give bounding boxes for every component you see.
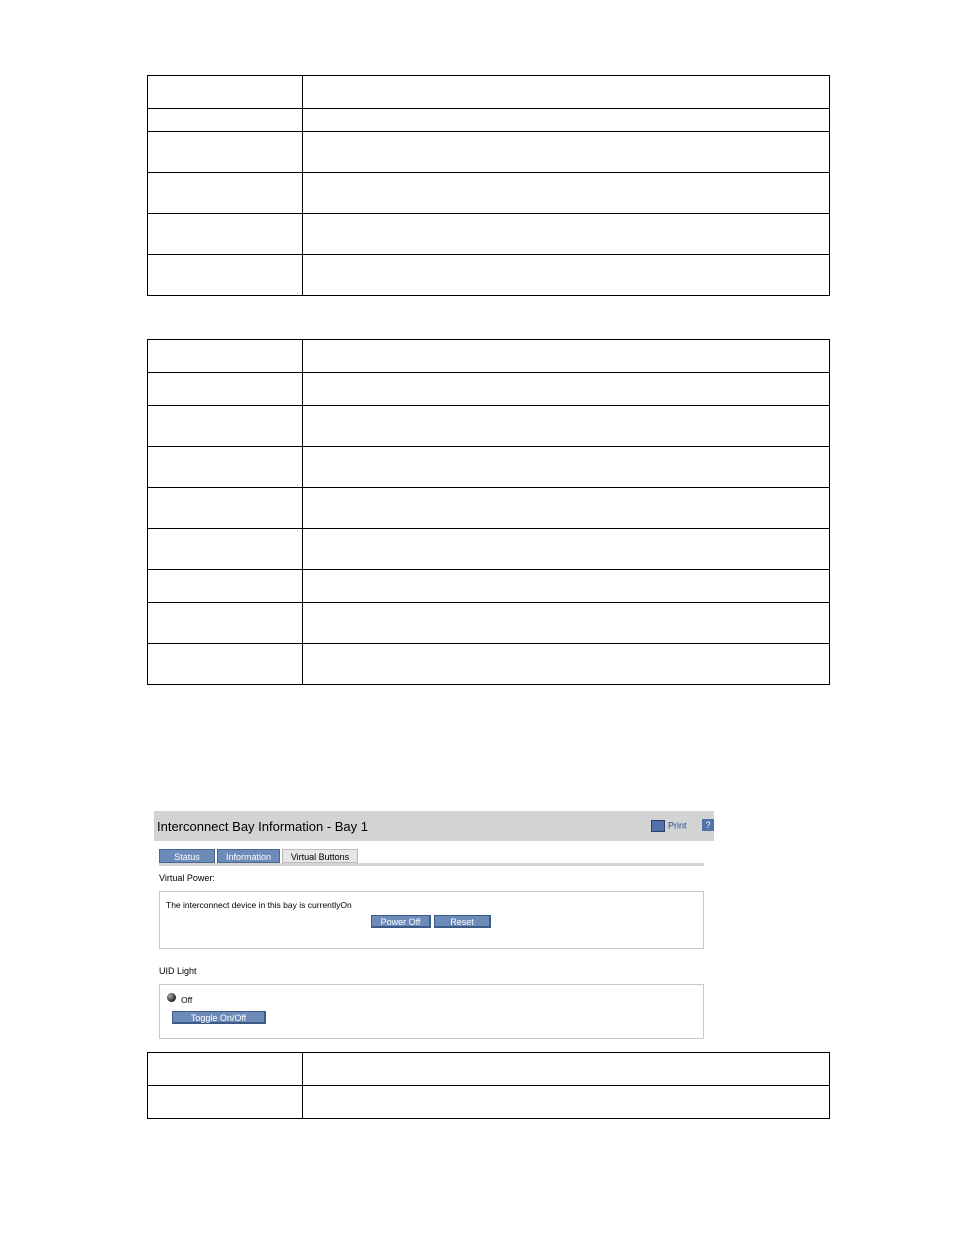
print-link[interactable] (651, 820, 687, 832)
reset-button[interactable]: Reset (434, 915, 491, 928)
table-2 (147, 339, 830, 685)
table-row (148, 488, 830, 529)
print-label: Print (668, 820, 687, 831)
tab-information[interactable]: Information (217, 849, 280, 863)
table-row (148, 109, 830, 132)
table-row (148, 214, 830, 255)
tab-virtual-buttons[interactable]: Virtual Buttons (282, 849, 358, 863)
virtual-power-box (159, 891, 704, 949)
interconnect-bay-panel (154, 811, 714, 1041)
panel-titlebar (154, 811, 714, 841)
printer-icon (651, 820, 665, 832)
table-row (148, 255, 830, 296)
power-off-button[interactable]: Power Off (371, 915, 431, 928)
table-row (148, 447, 830, 488)
table-row (148, 340, 830, 373)
tab-bar (159, 849, 360, 863)
table-1 (147, 75, 830, 296)
panel-title: Interconnect Bay Information - Bay 1 (157, 819, 368, 834)
uid-light-box (159, 984, 704, 1039)
table-row (148, 570, 830, 603)
table-row (148, 173, 830, 214)
table-row (148, 373, 830, 406)
tab-status[interactable]: Status (159, 849, 215, 863)
table-row (148, 603, 830, 644)
table-row (148, 76, 830, 109)
help-icon[interactable]: ? (702, 819, 714, 831)
table-row (148, 406, 830, 447)
uid-light-heading: UID Light (159, 966, 197, 976)
table-3 (147, 1052, 830, 1119)
table-row (148, 132, 830, 173)
power-status-message: The interconnect device in this bay is currentlyOn (166, 900, 352, 910)
virtual-power-heading: Virtual Power: (159, 873, 215, 883)
table-row (148, 529, 830, 570)
table-row (148, 644, 830, 685)
toggle-uid-button[interactable]: Toggle On/Off (172, 1011, 266, 1024)
table-row (148, 1086, 830, 1119)
tab-underline (159, 863, 704, 866)
table-row (148, 1053, 830, 1086)
uid-led-icon (167, 993, 176, 1002)
uid-status: Off (181, 995, 193, 1005)
